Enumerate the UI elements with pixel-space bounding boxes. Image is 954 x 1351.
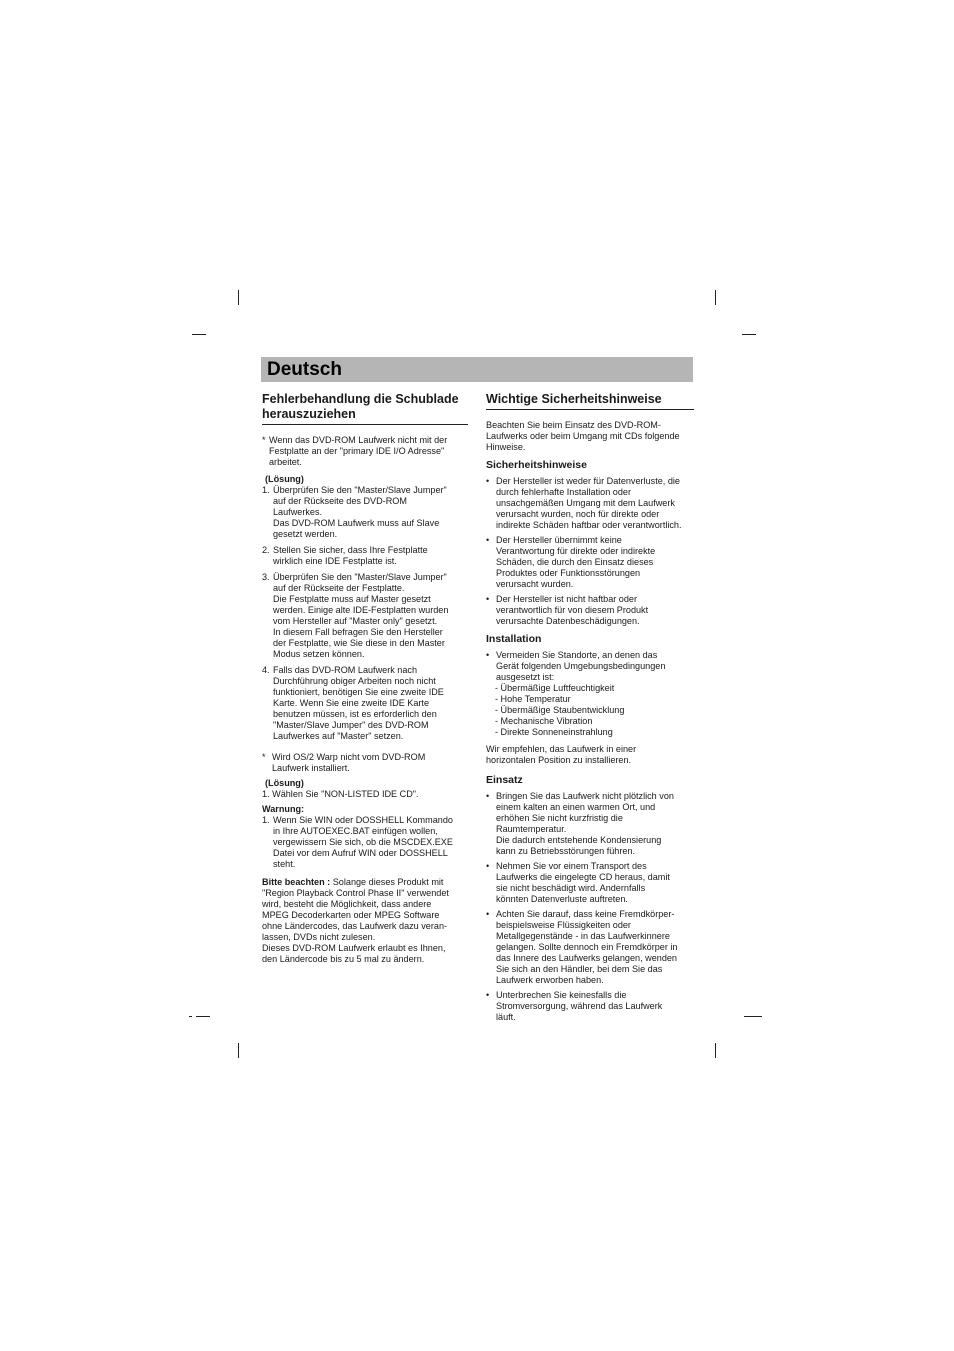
list-item: • Vermeiden Sie Standorte, an denen das Gerät folgenden Umgebungsbedingungen ausgesetzt ist: <box>486 650 666 682</box>
solution-steps <box>262 485 468 742</box>
usage-list <box>486 791 694 1023</box>
note-ide-address: * Wenn das DVD-ROM Laufwerk nicht mit der Festplatte an der "primary IDE I/O Adresse" arbeitet. <box>262 435 448 467</box>
crop-mark <box>196 1016 210 1017</box>
installation-note: Wir empfehlen, das Laufwerk in einer horizontalen Position zu installieren. <box>486 744 637 765</box>
crop-mark <box>189 1016 192 1017</box>
safety-list <box>486 476 694 627</box>
solution-label: (Lösung) <box>265 778 304 788</box>
list-item: • Der Hersteller übernimmt keine Verantwortung für direkte oder indirekte Schäden, die durch den Einsatz dieses Produktes oder Funktionsstörungen verursacht wurden. <box>486 535 656 589</box>
list-item: • Unterbrechen Sie keinesfalls die Stromversorgung, während das Laufwerk läuft. <box>486 990 663 1022</box>
crop-mark <box>238 290 239 305</box>
installation-list <box>486 650 694 683</box>
solution-step: 1. Wählen Sie "NON-LISTED IDE CD". <box>262 789 419 799</box>
language-banner <box>261 357 693 382</box>
troubleshooting-column <box>262 392 468 965</box>
list-item: • Achten Sie darauf, dass keine Fremdkörper- beispielsweise Flüssigkeiten oder Metallgegenstände - in das Laufwerkinnere gelangen. Sollte dennoch ein Fremdkörper in das Innere des Laufwerks gelangen, wenden Sie sich an den Händler, bei dem Sie das Laufwerk erworben haben. <box>486 909 678 985</box>
region-notice: Bitte beachten : Solange dieses Produkt mit "Region Playback Control Phase II" verwendet wird, besteht die Möglichkeit, dass andere MPEG Decoderkarten oder MPEG Software ohne Ländercodes, das Laufwerk dazu veran- lassen, DVDs nicht zulesen. Dieses DVD-ROM Laufwerk erlaubt es Ihnen, den Ländercode bis zu 5 mal zu ändern. <box>262 877 449 964</box>
conditions-list: - Übermäßige Luftfeuchtigkeit - Hohe Temperatur - Übermäßige Staubentwicklung - Mechanische Vibration - Direkte Sonneneinstrahlung <box>495 683 625 737</box>
list-item: 1. Überprüfen Sie den "Master/Slave Jumper" auf der Rückseite des DVD-ROM Laufwerkes. Das DVD-ROM Laufwerk muss auf Slave gesetzt werden. <box>262 485 447 539</box>
warning-steps <box>262 815 468 870</box>
note-os2: * Wird OS/2 Warp nicht vom DVD-ROM Laufwerk installiert. <box>262 752 426 773</box>
solution-label: (Lösung) <box>265 474 304 484</box>
language-title: Deutsch <box>267 359 342 380</box>
crop-mark <box>742 334 756 335</box>
list-item: 3. Überprüfen Sie den "Master/Slave Jumper" auf der Rückseite der Festplatte. Die Festplatte muss auf Master gesetzt werden. Einige alte IDE-Festplatten wurden vom Hersteller auf "Master only" gesetzt. In diesem Fall befragen Sie den Hersteller der Festplatte, wie Sie diese in den Master Modus setzen können. <box>262 572 449 659</box>
crop-mark <box>715 1043 716 1058</box>
crop-mark <box>744 1016 762 1017</box>
troubleshooting-title: Fehlerbehandlung die Schublade herauszuziehen <box>262 392 468 425</box>
warning-label: Warnung: <box>262 804 305 814</box>
list-item: • Bringen Sie das Laufwerk nicht plötzlich von einem kalten an einen warmen Ort, und erhöhen Sie nicht kurzfristig die Raumtemperatur. Die dadurch entstehende Kondensierung kann zu Betriebsstörungen führen. <box>486 791 674 856</box>
usage-subtitle: Einsatz <box>486 774 523 786</box>
crop-mark <box>715 290 716 305</box>
installation-subtitle: Installation <box>486 633 542 645</box>
safety-intro: Beachten Sie beim Einsatz des DVD-ROM- Laufwerks oder beim Umgang mit CDs folgende Hinweise. <box>486 420 680 452</box>
list-item: 1. Wenn Sie WIN oder DOSSHELL Kommando in Ihre AUTOEXEC.BAT einfügen wollen, vergewissern Sie sich, ob die MSCDEX.EXE Datei vor dem Aufruf WIN oder DOSSHELL steht. <box>262 815 453 869</box>
crop-mark <box>238 1043 239 1058</box>
list-item: • Der Hersteller ist nicht haftbar oder verantwortlich für von diesem Produkt verursachte Datenbeschädigungen. <box>486 594 649 626</box>
list-item: • Nehmen Sie vor einem Transport des Laufwerks die eingelegte CD heraus, damit sie nicht beschädigt wird. Andernfalls könnten Datenverluste auftreten. <box>486 861 670 904</box>
list-item: 4. Falls das DVD-ROM Laufwerk nach Durchführung obiger Arbeiten noch nicht funktioniert, benötigen Sie eine zweite IDE Karte. Wenn Sie eine zweite IDE Karte benutzen müssen, ist es erforderlich den "Master/Slave Jumper" des DVD-ROM Laufwerkes auf "Master" setzen. <box>262 665 444 741</box>
safety-subtitle: Sicherheitshinweise <box>486 459 587 471</box>
list-item: • Der Hersteller ist weder für Datenverluste, die durch fehlerhafte Installation oder unsachgemäßen Umgang mit dem Laufwerk verursacht wurden, noch für direkte oder indirekte Schäden haftbar oder verantwortlich. <box>486 476 682 530</box>
list-item: 2. Stellen Sie sicher, dass Ihre Festplatte wirklich eine IDE Festplatte ist. <box>262 545 428 566</box>
safety-column <box>486 392 694 1027</box>
safety-title: Wichtige Sicherheitshinweise <box>486 392 694 410</box>
crop-mark <box>192 334 206 335</box>
